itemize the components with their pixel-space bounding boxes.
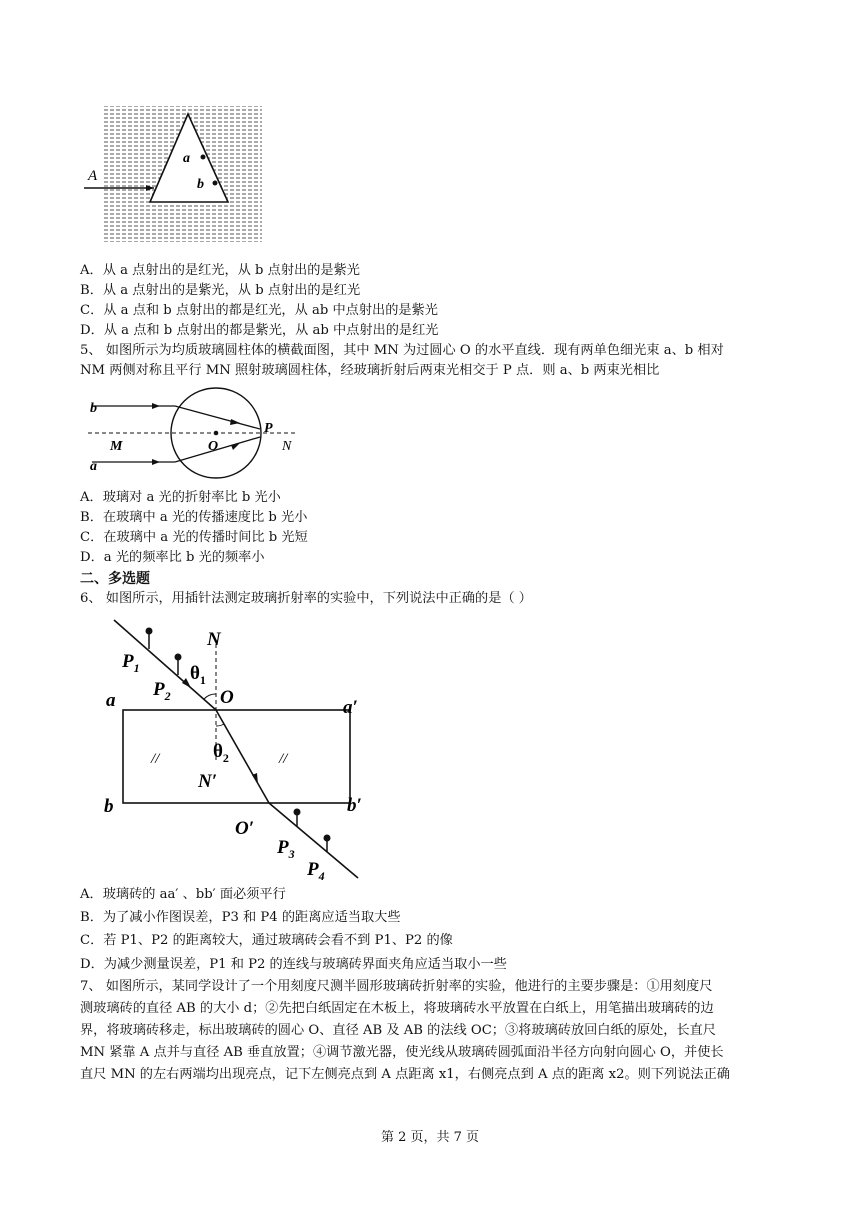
cylinder-figure <box>80 384 310 484</box>
page-footer: 第 2 页，共 7 页 <box>380 1130 480 1145</box>
q7-line3: 界，将玻璃砖移走，标出玻璃砖的圆心 O、直径 AB 及 AB 的法线 OC；③将玻璃砖放回白纸的原处，长直尺 <box>80 1023 716 1038</box>
q7-line4: MN 紧靠 A 点并与直径 AB 垂直放置；④调节激光器，使光线从玻璃砖圆弧面沿半径方向射向圆心 O，并使长 <box>80 1045 724 1060</box>
label-O: O <box>208 439 219 454</box>
label-b: b <box>197 177 204 192</box>
label-b: b <box>104 796 114 817</box>
q6-option-b: B．为了减小作图误差，P3 和 P4 的距离应适当取大些 <box>80 910 401 925</box>
pin-method-figure <box>96 612 386 887</box>
q7-line1: 7、 如图所示，某同学设计了一个用刻度尺测半圆形玻璃砖折射率的实验，他进行的主要步骤是：①用刻度尺 <box>80 979 713 994</box>
label-theta2: $\theta_2$ <box>213 741 229 765</box>
label-a: a <box>183 151 190 166</box>
label-P4: $P_4$ <box>307 859 325 883</box>
label-P: P <box>264 421 273 436</box>
label-b: b <box>90 401 97 416</box>
label-P3: $P_3$ <box>277 837 295 861</box>
q7-line2: 测玻璃砖的直径 AB 的大小 d；②先把白纸固定在木板上，将玻璃砖水平放置在白纸上，用笔描出玻璃砖的边 <box>80 1001 714 1016</box>
label-N: N <box>207 629 221 650</box>
label-b-prime: b′ <box>347 795 362 816</box>
label-theta1: $\theta_1$ <box>190 663 206 687</box>
q4-option-d: D．从 a 点和 b 点射出的都是紫光，从 ab 中点射出的是红光 <box>80 323 439 338</box>
label-M: M <box>110 439 123 454</box>
label-O-prime: O′ <box>235 818 255 839</box>
label-a-prime: a′ <box>343 697 358 718</box>
q5-option-b: B．在玻璃中 a 光的传播速度比 b 光小 <box>80 510 308 525</box>
q4-option-a: A．从 a 点射出的是红光，从 b 点射出的是紫光 <box>80 263 360 278</box>
label-N: N <box>282 439 292 454</box>
hatch-mark-right: // <box>279 751 288 767</box>
prism-figure <box>80 100 280 245</box>
q5-stem-line2: NM 两侧对称且平行 MN 照射玻璃圆柱体，经玻璃折射后两束光相交于 P 点．则 a、b 两束光相比 <box>80 363 660 378</box>
q5-option-c: C．在玻璃中 a 光的传播时间比 b 光短 <box>80 530 308 545</box>
label-N-prime: N′ <box>198 771 218 792</box>
q4-option-b: B．从 a 点射出的是紫光，从 b 点射出的是红光 <box>80 283 361 298</box>
label-A: A <box>88 168 98 184</box>
q4-option-c: C．从 a 点和 b 点射出的都是红光，从 ab 中点射出的是紫光 <box>80 303 438 318</box>
q6-option-d: D．为减少测量误差，P1 和 P2 的连线与玻璃砖界面夹角应适当取小一些 <box>80 957 507 972</box>
q6-option-c: C．若 P1、P2 的距离较大，通过玻璃砖会看不到 P1、P2 的像 <box>80 933 453 948</box>
label-P1: $P_1$ <box>122 651 140 675</box>
q5-stem-line1: 5、 如图所示为均质玻璃圆柱体的横截面图，其中 MN 为过圆心 O 的水平直线．现有两单色细光束 a、b 相对 <box>80 343 724 358</box>
label-a: a <box>90 459 97 474</box>
q5-option-a: A．玻璃对 a 光的折射率比 b 光小 <box>80 490 281 505</box>
q7-line5: 直尺 MN 的左右两端均出现亮点，记下左侧亮点到 A 点距离 x1，右侧亮点到 A 点的距离 x2。则下列说法正确 <box>80 1067 730 1082</box>
section-heading: 二、多选题 <box>80 571 150 587</box>
hatch-mark-left: // <box>151 751 160 767</box>
label-P2: $P_2$ <box>153 679 171 703</box>
label-a: a <box>106 690 116 711</box>
q6-option-a: A．玻璃砖的 aa′ 、bb′ 面必须平行 <box>80 887 286 902</box>
q5-option-d: D．a 光的频率比 b 光的频率小 <box>80 550 265 565</box>
q6-stem: 6、 如图所示，用插针法测定玻璃折射率的实验中，下列说法中正确的是（ ） <box>80 591 532 606</box>
label-O: O <box>220 687 234 708</box>
